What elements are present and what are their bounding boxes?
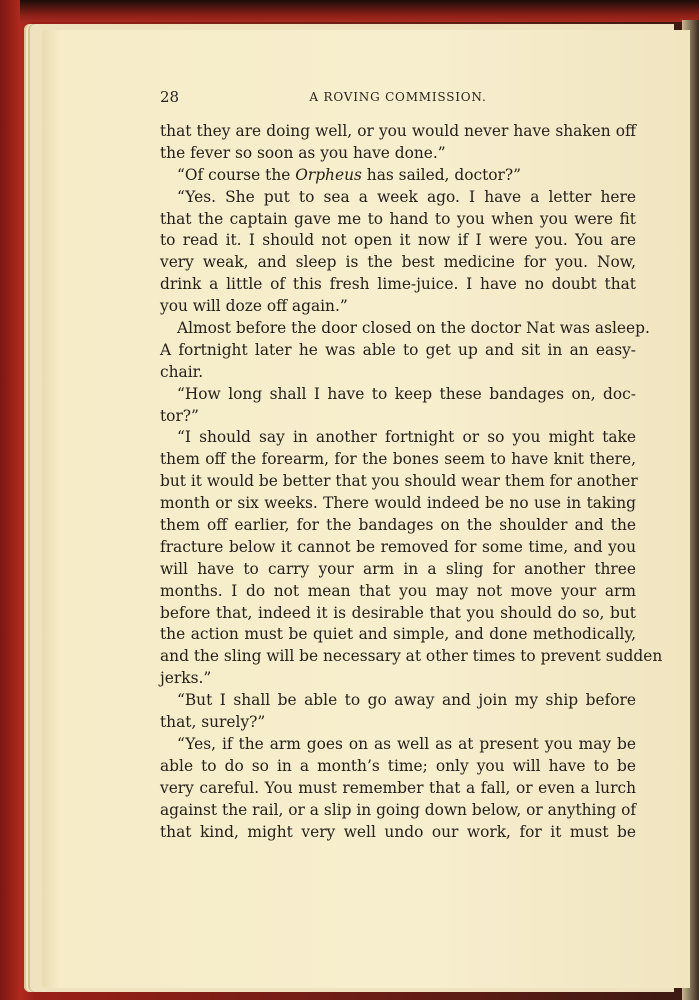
text-line: “How long shall I have to keep these bandages on, doc- bbox=[177, 384, 636, 403]
text-line: that, surely?” bbox=[160, 713, 266, 732]
text-line: tor?” bbox=[160, 406, 199, 425]
text-line: Almost before the door closed on the doctor Nat was asleep. bbox=[177, 319, 650, 338]
text-line: that kind, might very well undo our work, for it must be bbox=[160, 822, 636, 841]
text-line: chair. bbox=[160, 362, 204, 381]
text-line: jerks.” bbox=[160, 669, 212, 688]
text-line: before that, indeed it is desirable that you should do so, but bbox=[160, 603, 636, 622]
text-line: “Of course the Orpheus has sailed, doctor?” bbox=[177, 165, 522, 184]
page-number: 28 bbox=[160, 88, 180, 106]
text-line: very careful. You must remember that a fall, or even a lurch bbox=[160, 778, 636, 797]
text-line: to read it. I should not open it now if I were you. You are bbox=[160, 231, 636, 250]
text-line: A fortnight later he was able to get up and sit in an easy- bbox=[160, 340, 636, 359]
text-line: them off earlier, for the bandages on the shoulder and the bbox=[160, 516, 636, 535]
italic-ship-name: Orpheus bbox=[295, 165, 362, 184]
text-line: against the rail, or a slip in going down below, or anything of bbox=[160, 800, 637, 819]
text-line: the action must be quiet and simple, and done methodically, bbox=[160, 625, 636, 644]
text-line: that they are doing well, or you would never have shaken off bbox=[160, 122, 636, 140]
text-line: “I should say in another fortnight or so you might take bbox=[177, 428, 636, 447]
text-line: very weak, and sleep is the best medicine for you. Now, bbox=[160, 253, 636, 272]
text-line: months. I do not mean that you may not move your arm bbox=[160, 581, 636, 600]
text-line: fracture below it cannot be removed for some time, and you bbox=[160, 537, 636, 556]
text-line: the fever so soon as you have done.” bbox=[160, 143, 446, 162]
running-title: A ROVING COMMISSION. bbox=[309, 90, 487, 104]
text-line: you will doze off again.” bbox=[160, 297, 348, 316]
text-line: that the captain gave me to hand to you when you were fit bbox=[160, 209, 636, 228]
running-head bbox=[160, 88, 636, 110]
book-cover-top bbox=[20, 0, 699, 22]
text-line: will have to carry your arm in a sling for another three bbox=[160, 559, 636, 578]
text-line: “Yes, if the arm goes on as well as at present you may be bbox=[177, 734, 636, 753]
page-body-text bbox=[160, 121, 663, 843]
text-line: “But I shall be able to go away and join my ship before bbox=[177, 691, 636, 710]
text-line: and the sling will be necessary at other times to prevent sudden bbox=[160, 647, 663, 666]
text-line: drink a little of this fresh lime-juice. I have no doubt that bbox=[160, 275, 636, 294]
text-line: them off the forearm, for the bones seem to have knit there, bbox=[160, 450, 636, 469]
text-line: “Yes. She put to sea a week ago. I have a letter here bbox=[177, 187, 636, 206]
text-line: but it would be better that you should wear them for another bbox=[160, 472, 638, 491]
text-line: month or six weeks. There would indeed be no use in taking bbox=[160, 494, 636, 513]
text-line: able to do so in a month’s time; only you will have to be bbox=[160, 756, 636, 775]
